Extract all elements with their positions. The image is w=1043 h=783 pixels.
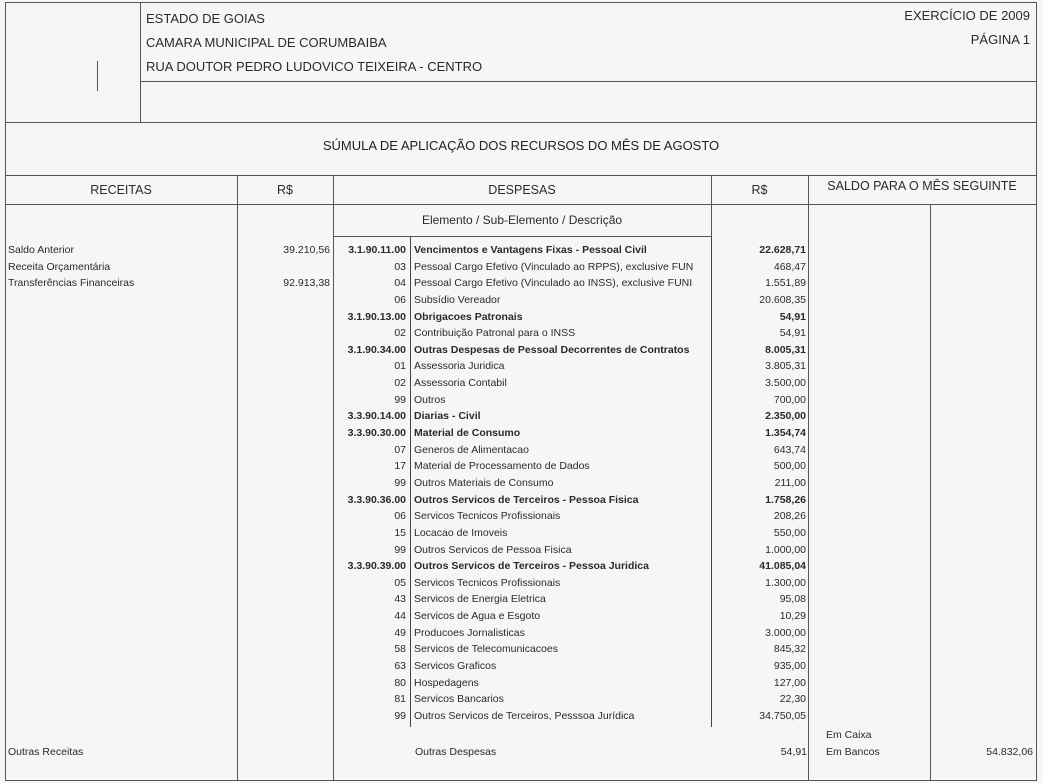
despesa-value: 550,00 [773,526,806,539]
despesa-description: Locacao de Imoveis [414,526,508,539]
despesa-description: Outros [414,393,446,406]
despesa-code: 04 [394,277,406,290]
despesa-description: Contribuição Patronal para o INSS [414,327,576,340]
despesa-value: 20.608,35 [759,293,806,306]
despesa-code: 3.1.90.11.00 [348,244,406,256]
despesa-row [336,292,806,309]
frame-left [5,2,6,780]
despesa-description: Producoes Jornalisticas [414,626,525,639]
despesa-row [336,275,806,292]
outras-despesas-value: 54,91 [780,746,807,758]
despesa-code: 02 [394,327,406,340]
despesa-value: 22,30 [779,693,806,706]
despesa-value: 127,00 [773,676,806,689]
header-chamber: CAMARA MUNICIPAL DE CORUMBAIBA [146,35,387,50]
col-divider-5 [930,204,931,780]
despesa-code: 3.3.90.36.00 [347,493,406,506]
despesa-value: 3.000,00 [765,626,806,639]
despesa-code: 05 [394,576,406,589]
receita-label: Saldo Anterior [8,244,74,256]
despesa-code: 99 [394,543,406,556]
header-logo-divider [140,2,141,122]
despesa-value: 41.085,04 [759,560,806,573]
despesa-value: 3.805,31 [765,360,806,373]
col-header-receitas: RECEITAS [90,183,152,197]
receita-row [8,242,330,259]
despesa-description: Servicos de Energia Eletrica [414,593,546,606]
despesa-description: Obrigacoes Patronais [414,310,523,323]
despesa-row [336,675,806,692]
col-header-rs-receitas: R$ [277,183,293,197]
despesa-row [336,259,806,276]
despesa-code: 43 [394,593,406,606]
despesa-row [336,591,806,608]
despesa-code: 44 [394,610,406,623]
despesa-row [336,558,806,575]
despesa-description: Servicos de Agua e Esgoto [414,610,541,623]
despesa-description: Servicos Tecnicos Profissionais [414,510,561,523]
despesa-value: 1.551,89 [765,277,806,290]
despesa-row [336,575,806,592]
despesa-description: Servicos de Telecomunicacoes [414,643,558,656]
despesa-row [336,408,806,425]
despesa-description: Outras Despesas de Pessoal Decorrentes de Contratos [414,343,690,356]
col-divider-4 [808,175,809,780]
despesa-description: Outros Servicos de Terceiros, Pesssoa Jurídica [414,709,635,722]
despesa-description: Servicos Tecnicos Profissionais [414,576,561,589]
despesa-description: Assessoria Juridica [414,360,505,373]
despesa-description: Pessoal Cargo Efetivo (Vinculado ao INSS), exclusive FUNI [414,277,693,290]
despesa-description: Pessoal Cargo Efetivo (Vinculado ao RPPS), exclusive FUN [414,260,694,273]
col-header-despesas: DESPESAS [488,183,556,197]
despesa-row [336,242,806,259]
despesa-code: 02 [394,377,406,390]
despesa-value: 54,91 [779,327,806,340]
header-divider [140,81,1036,82]
despesa-row [336,708,806,725]
outras-despesas-label: Outras Despesas [415,746,497,758]
despesa-code: 07 [394,443,406,456]
em-bancos-label: Em Bancos [826,746,880,758]
despesa-value: 643,74 [773,443,806,456]
despesa-description: Outros Materiais de Consumo [414,476,554,489]
receita-value: 39.210,56 [283,244,330,256]
despesa-description: Generos de Alimentacao [414,443,529,456]
despesa-description: Assessoria Contabil [414,377,507,390]
despesa-description: Subsídio Vereador [414,293,501,306]
despesa-description: Outros Servicos de Terceiros - Pessoa Juridica [414,560,649,573]
despesa-value: 935,00 [773,660,806,673]
despesa-value: 211,00 [774,476,806,489]
page-title: SÚMULA DE APLICAÇÃO DOS RECURSOS DO MÊS DE AGOSTO [322,138,720,153]
despesa-code: 17 [394,460,406,473]
despesa-row [336,658,806,675]
despesa-value: 3.500,00 [765,377,806,390]
despesa-code: 63 [394,660,406,673]
despesa-code: 3.3.90.39.00 [347,560,406,573]
despesa-row [336,691,806,708]
header-bottom-line [5,122,1037,123]
logo-mark [97,61,98,91]
despesa-row [336,475,806,492]
despesa-row [336,608,806,625]
despesa-value: 10,29 [779,610,806,623]
despesa-code: 01 [394,360,406,373]
despesa-row [336,375,806,392]
despesa-row [336,309,806,326]
header-exercise: EXERCÍCIO DE 2009 [904,8,1030,23]
despesa-value: 1.300,00 [765,576,806,589]
despesa-description: Vencimentos e Vantagens Fixas - Pessoal Civil [414,244,647,256]
despesas-subheader: Elemento / Sub-Elemento / Descrição [421,213,623,227]
despesa-value: 1.000,00 [765,543,806,556]
frame-right [1036,2,1037,780]
despesa-value: 1.758,26 [765,493,806,506]
despesa-code: 81 [394,693,406,706]
subheader-bottom-line [333,236,711,237]
despesa-value: 2.350,00 [765,410,806,423]
despesa-code: 3.3.90.30.00 [347,427,406,440]
outras-receitas-label: Outras Receitas [8,746,84,758]
despesa-description: Outros Servicos de Terceiros - Pessoa Fisica [414,493,639,506]
despesa-value: 54,91 [779,310,806,323]
despesa-code: 3.1.90.13.00 [347,310,406,323]
header-state: ESTADO DE GOIAS [146,11,265,26]
receitas-list [8,242,330,292]
despesa-row [336,525,806,542]
header-page: PÁGINA 1 [970,32,1030,47]
frame-top [5,2,1037,3]
despesa-value: 34.750,05 [759,709,806,722]
despesa-value: 1.354,74 [765,427,806,440]
despesa-value: 845,32 [773,643,806,656]
column-header-bottom-line [5,204,1037,205]
title-bottom-line [5,175,1037,176]
despesa-value: 95,08 [779,593,806,606]
despesa-row [336,458,806,475]
despesa-row [336,492,806,509]
despesa-code: 99 [394,476,406,489]
header-address: RUA DOUTOR PEDRO LUDOVICO TEIXEIRA - CENTRO [146,59,483,74]
despesa-value: 8.005,31 [765,343,806,356]
despesa-row [336,425,806,442]
despesa-code: 06 [394,510,406,523]
despesa-code: 99 [394,393,406,406]
despesa-row [336,358,806,375]
receita-label: Transferências Financeiras [8,277,135,290]
despesa-value: 22.628,71 [759,244,806,256]
despesa-row [336,641,806,658]
despesa-row [336,625,806,642]
despesa-description: Outros Servicos de Pessoa Fisica [414,543,572,556]
receita-value: 92.913,38 [283,277,330,290]
despesa-value: 500,00 [773,460,806,473]
despesa-description: Material de Consumo [414,427,521,440]
despesa-row [336,342,806,359]
receita-row [8,259,330,276]
frame-bottom [5,780,1037,781]
despesa-code: 06 [394,293,406,306]
despesa-description: Hospedagens [414,676,479,689]
despesa-code: 80 [394,676,406,689]
col-header-saldo: SALDO PARA O MÊS SEGUINTE [827,179,1017,193]
despesa-row [336,392,806,409]
col-header-rs-despesas: R$ [751,183,768,197]
despesa-code: 3.3.90.14.00 [347,410,406,423]
despesa-row [336,542,806,559]
despesa-code: 3.1.90.34.00 [347,343,406,356]
despesas-list [336,242,806,725]
despesa-code: 99 [394,709,406,722]
despesa-description: Servicos Graficos [414,660,497,673]
despesa-description: Material de Processamento de Dados [414,460,590,473]
em-bancos-value: 54.832,06 [986,746,1033,758]
despesa-row [336,508,806,525]
despesa-code: 49 [394,626,406,639]
despesa-value: 208,26 [773,510,806,523]
despesa-code: 15 [394,526,406,539]
despesa-value: 700,00 [773,393,806,406]
despesa-description: Diarias - Civil [414,410,481,423]
despesa-description: Servicos Bancarios [414,693,504,706]
receita-label: Receita Orçamentária [8,260,111,273]
em-caixa-label: Em Caixa [826,729,872,741]
despesa-code: 58 [394,643,406,656]
col-divider-2 [333,175,334,780]
receita-row [8,275,330,292]
despesa-code: 03 [394,260,406,273]
despesa-value: 468,47 [773,260,806,273]
despesa-row [336,325,806,342]
despesa-row [336,442,806,459]
